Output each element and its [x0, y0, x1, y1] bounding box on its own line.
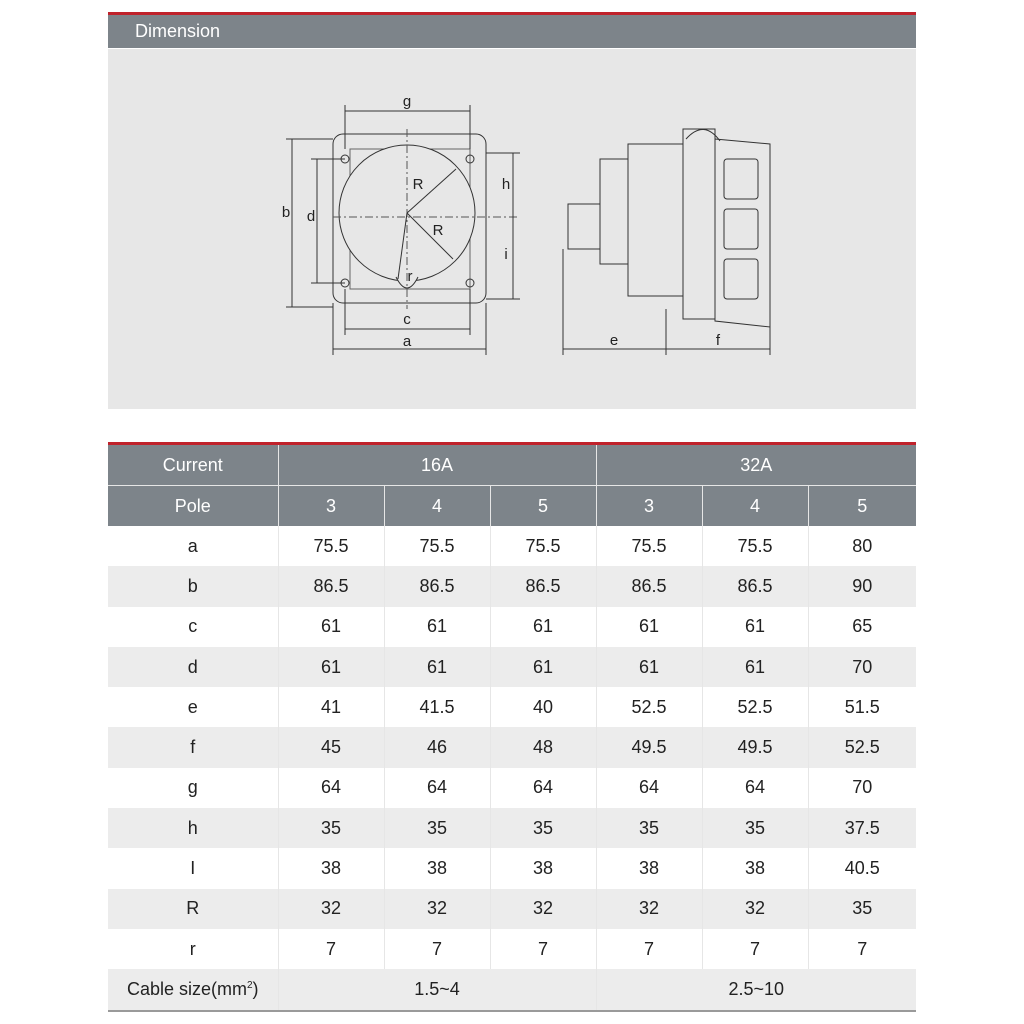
label-h: h	[501, 176, 511, 193]
row-label: R	[108, 889, 278, 929]
cable-label-end: )	[252, 978, 259, 999]
table-row	[108, 768, 916, 808]
value-cell: 90	[808, 566, 916, 606]
value-cell: 37.5	[808, 808, 916, 848]
current-16a: 16A	[278, 445, 596, 486]
row-label: b	[108, 566, 278, 606]
pole-cell: 4	[702, 486, 808, 527]
label-c: c	[403, 311, 411, 328]
value-cell: 41.5	[384, 687, 490, 727]
value-cell: 52.5	[702, 687, 808, 727]
value-cell: 38	[490, 848, 596, 888]
value-cell: 61	[384, 647, 490, 687]
cover-rib	[724, 159, 758, 199]
row-label: I	[190, 858, 196, 879]
pole-header-row	[108, 486, 916, 527]
value-cell: 38	[278, 848, 384, 888]
value-cell: 64	[702, 768, 808, 808]
row-label: f	[108, 727, 278, 767]
label-b: b	[281, 204, 291, 221]
cover-rib	[724, 259, 758, 299]
table-row	[108, 808, 916, 848]
side-body	[628, 144, 683, 296]
table-row	[108, 647, 916, 687]
pole-label: Pole	[108, 486, 278, 527]
value-cell: 35	[278, 808, 384, 848]
value-cell: 49.5	[596, 727, 702, 767]
table-row	[108, 727, 916, 767]
label-small-radius: r	[407, 268, 413, 285]
value-cell: 64	[384, 768, 490, 808]
value-cell: 7	[490, 929, 596, 969]
side-housing	[600, 159, 628, 264]
value-cell: 32	[596, 889, 702, 929]
table-row	[108, 687, 916, 727]
label-radius: R	[412, 176, 424, 193]
value-cell: 70	[808, 768, 916, 808]
cable-size-row	[108, 969, 916, 1010]
table-row	[108, 526, 916, 566]
value-cell: 86.5	[490, 566, 596, 606]
value-cell: 80	[808, 526, 916, 566]
table-row	[108, 848, 916, 888]
pole-cell: 5	[808, 486, 916, 527]
value-cell: 61	[384, 607, 490, 647]
value-cell: 75.5	[490, 526, 596, 566]
value-cell: 52.5	[596, 687, 702, 727]
value-cell: 52.5	[808, 727, 916, 767]
value-cell: 32	[490, 889, 596, 929]
table-row	[108, 607, 916, 647]
dimension-diagram	[108, 49, 916, 409]
label-radius: R	[432, 222, 444, 239]
pole-cell: 3	[278, 486, 384, 527]
value-cell: 35	[596, 808, 702, 848]
value-cell: 38	[702, 848, 808, 888]
value-cell: 61	[278, 607, 384, 647]
value-cell: 40.5	[808, 848, 916, 888]
value-cell: 32	[702, 889, 808, 929]
value-cell: 61	[596, 647, 702, 687]
pole-cell: 5	[490, 486, 596, 527]
value-cell: 64	[596, 768, 702, 808]
current-32a: 32A	[596, 445, 916, 486]
value-cell: 7	[278, 929, 384, 969]
value-cell: 61	[490, 607, 596, 647]
value-cell: 70	[808, 647, 916, 687]
value-cell: 61	[596, 607, 702, 647]
row-label: d	[108, 647, 278, 687]
dimension-section	[108, 12, 916, 48]
table-body	[108, 526, 916, 969]
value-cell: 32	[278, 889, 384, 929]
value-cell: 7	[384, 929, 490, 969]
value-cell: 35	[808, 889, 916, 929]
dimension-drawing	[108, 49, 916, 409]
value-cell: 65	[808, 607, 916, 647]
table-row	[108, 889, 916, 929]
value-cell: 64	[490, 768, 596, 808]
label-g: g	[402, 93, 412, 110]
row-label: e	[187, 696, 198, 717]
pole-cell: 3	[596, 486, 702, 527]
value-cell: 75.5	[596, 526, 702, 566]
value-cell: 61	[490, 647, 596, 687]
value-cell: 49.5	[702, 727, 808, 767]
value-cell: 46	[384, 727, 490, 767]
value-cell: 61	[702, 647, 808, 687]
value-cell: 38	[384, 848, 490, 888]
value-cell: 75.5	[702, 526, 808, 566]
value-cell: 7	[702, 929, 808, 969]
label-d: d	[306, 208, 316, 225]
section-title: Dimension	[108, 15, 916, 48]
value-cell: 75.5	[278, 526, 384, 566]
value-cell: 32	[384, 889, 490, 929]
table-row	[108, 566, 916, 606]
value-cell: 64	[278, 768, 384, 808]
row-label: r	[189, 938, 196, 959]
value-cell: 41	[278, 687, 384, 727]
value-cell: 7	[808, 929, 916, 969]
table-row	[108, 929, 916, 969]
value-cell: 35	[702, 808, 808, 848]
value-cell: 35	[490, 808, 596, 848]
value-cell: 86.5	[596, 566, 702, 606]
value-cell: 45	[278, 727, 384, 767]
row-label: c	[188, 616, 198, 637]
label-a: a	[402, 333, 412, 350]
value-cell: 40	[490, 687, 596, 727]
value-cell: 7	[596, 929, 702, 969]
cable-label-text: Cable size(mm	[126, 978, 247, 999]
cable-size-label	[108, 969, 278, 1010]
current-label: Current	[108, 445, 278, 486]
pole-cell: 4	[384, 486, 490, 527]
value-cell: 86.5	[384, 566, 490, 606]
cable-label-sup: 2	[246, 979, 253, 991]
label-f: f	[715, 332, 721, 349]
current-header-row	[108, 445, 916, 486]
row-label: a	[187, 535, 198, 556]
row-label: g	[187, 777, 198, 798]
value-cell: 61	[702, 607, 808, 647]
label-e: e	[609, 332, 619, 349]
value-cell: 86.5	[702, 566, 808, 606]
value-cell: 48	[490, 727, 596, 767]
value-cell: 61	[278, 647, 384, 687]
row-label: h	[108, 808, 278, 848]
side-plug-end	[568, 204, 600, 249]
dimension-table	[108, 445, 916, 1012]
value-cell: 35	[384, 808, 490, 848]
value-cell: 51.5	[808, 687, 916, 727]
cable-size-16a: 1.5~4	[278, 969, 596, 1010]
value-cell: 75.5	[384, 526, 490, 566]
cover-rib	[724, 209, 758, 249]
label-i: i	[504, 246, 508, 263]
value-cell: 86.5	[278, 566, 384, 606]
value-cell: 38	[596, 848, 702, 888]
side-flange	[683, 129, 715, 319]
cable-size-32a: 2.5~10	[596, 969, 916, 1010]
